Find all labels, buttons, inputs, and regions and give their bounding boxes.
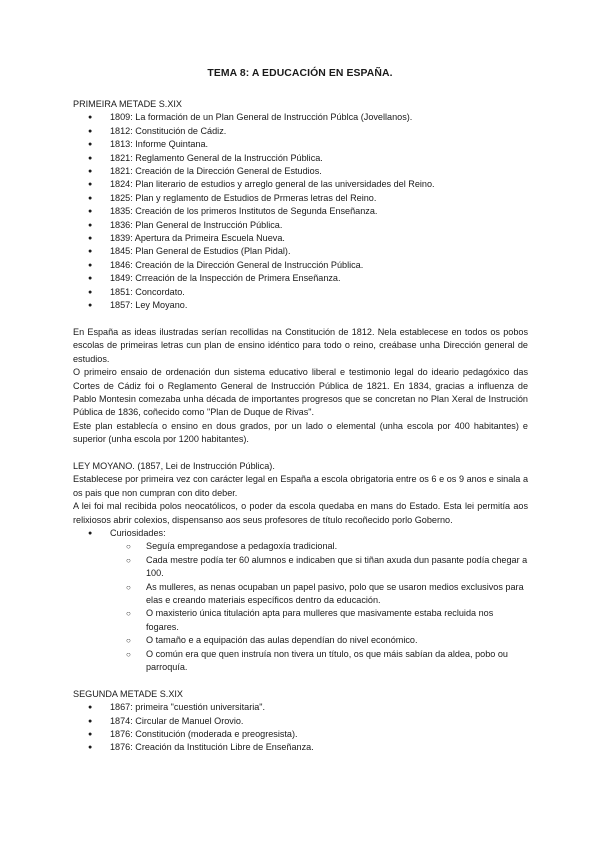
list-item: ● 1867: primeira "cuestión universitaria". [73,701,528,714]
list-item: ● 1809: La formación de un Plan General de Instrucción Públca (Jovellanos). [73,111,528,124]
paragraph: A lei foi mal recibida polos neocatólicos, o poder da escola quedaba en mans do Estado. Esta lei permitía aos relixiosos abrir colexios, dispensanso aos seus profesores de título recoñecido porlo Goberno. [73,501,528,525]
paragraph: En España as ideas ilustradas serían recollidas na Constitución de 1812. Nela establecese en todos os pobos escolas de primeiras letras cun plan de ensino idéntico para todo o reino, creábase unha Dirección general de estudios. [73,326,528,364]
list-item: ● 1845: Plan General de Estudios (Plan Pidal). [73,245,528,258]
document-body [73,98,528,755]
curiosidades-label: Curiosidades: [110,527,166,538]
list-item: ● 1846: Creación de la Dirección General de Instrucción Pública. [73,259,528,272]
paragraph: Establecese por primeira vez con carácter legal en España a escola obrigatoria entre os 6 e os 9 anos e sinala a os pais que non cumpran con dito deber. [73,474,528,498]
list-item: ● 1835: Creación de los primeros Institutos de Segunda Enseñanza. [73,205,528,218]
sub-list-item: ○ O común era que quen instruía non tivera un título, os que máis sabían da aldea, pobo ou parroquía. [73,648,528,675]
list-item: ● 1812: Constitución de Cádiz. [73,125,528,138]
paragraph: O primeiro ensaio de ordenación dun sistema educativo liberal e testimonio legal do ideario pedagóxico das Cortes de Cádiz foi o Reglamento General de Instrucción Pública de 1821. En 1834, gracias a influenza de Pablo Montesin comezaba unha década de importantes progresos que se concretan no Plan Xeral de Instrución Pública de 1836, coñecido como "Plan de Duque de Rivas". [73,367,528,418]
section-heading-segunda-metade: SEGUNDA METADE S.XIX [73,688,183,699]
timeline-list-primeira-metade [73,111,528,312]
list-item: ● 1821: Creación de la Dirección General de Estudios. [73,165,528,178]
list-item: ● 1851: Concordato. [73,286,528,299]
list-item: ● 1836: Plan General de Instrucción Pública. [73,219,528,232]
list-item: ● 1824: Plan literario de estudios y arreglo general de las universidades del Reino. [73,178,528,191]
list-item: ● 1874: Circular de Manuel Orovio. [73,715,528,728]
list-item: ● 1857: Ley Moyano. [73,299,528,312]
sub-list-item: ○ Cada mestre podía ter 60 alumnos e indicaben que si tiñan axuda dun pasante podía chegar a 100. [73,554,528,581]
list-item: ● 1876: Creación da Institución Libre de Enseñanza. [73,741,528,754]
list-item: ● 1821: Reglamento General de la Instrucción Pública. [73,152,528,165]
curiosidades-sublist [73,540,528,674]
section-heading-ley-moyano: LEY MOYANO. (1857, Lei de Instrucción Pública). [73,460,275,471]
timeline-list-segunda-metade [73,701,528,755]
sub-list-item: ○ Seguía empregandose a pedagoxía tradicional. [73,540,528,553]
list-item: ● 1813: Informe Quintana. [73,138,528,151]
list-item: ● 1839: Apertura da Primeira Escuela Nueva. [73,232,528,245]
list-item: ● 1849: Crreación de la Inspección de Primera Enseñanza. [73,272,528,285]
section-heading-primeira-metade: PRIMEIRA METADE S.XIX [73,99,182,109]
sub-list-item: ○ O maxisterio única titulación apta para mulleres que masivamente estaba recluida nos fogares. [73,607,528,634]
sub-list-item: ○ O tamaño e a equipación das aulas dependían do nivel económico. [73,634,528,647]
paragraph: Este plan establecía o ensino en dous grados, por un lado o elemental (unha escola por 400 habitantes) e superior (unha escola por 1200 habitantes). [73,420,528,445]
sub-list-item: ○ As mulleres, as nenas ocupaban un papel pasivo, polo que se usaron medios exclusivos para elas e creando materiais específicos dentro da educación. [73,581,528,608]
curiosidades-item [73,527,528,540]
list-item: ● 1825: Plan y reglamento de Estudios de Prmeras letras del Reino. [73,192,528,205]
curiosidades-list [73,527,528,540]
list-item: ● 1876: Constitución (moderada e preogresista). [73,728,528,741]
document-title: TEMA 8: A EDUCACIÓN EN ESPAÑA. [207,68,393,79]
